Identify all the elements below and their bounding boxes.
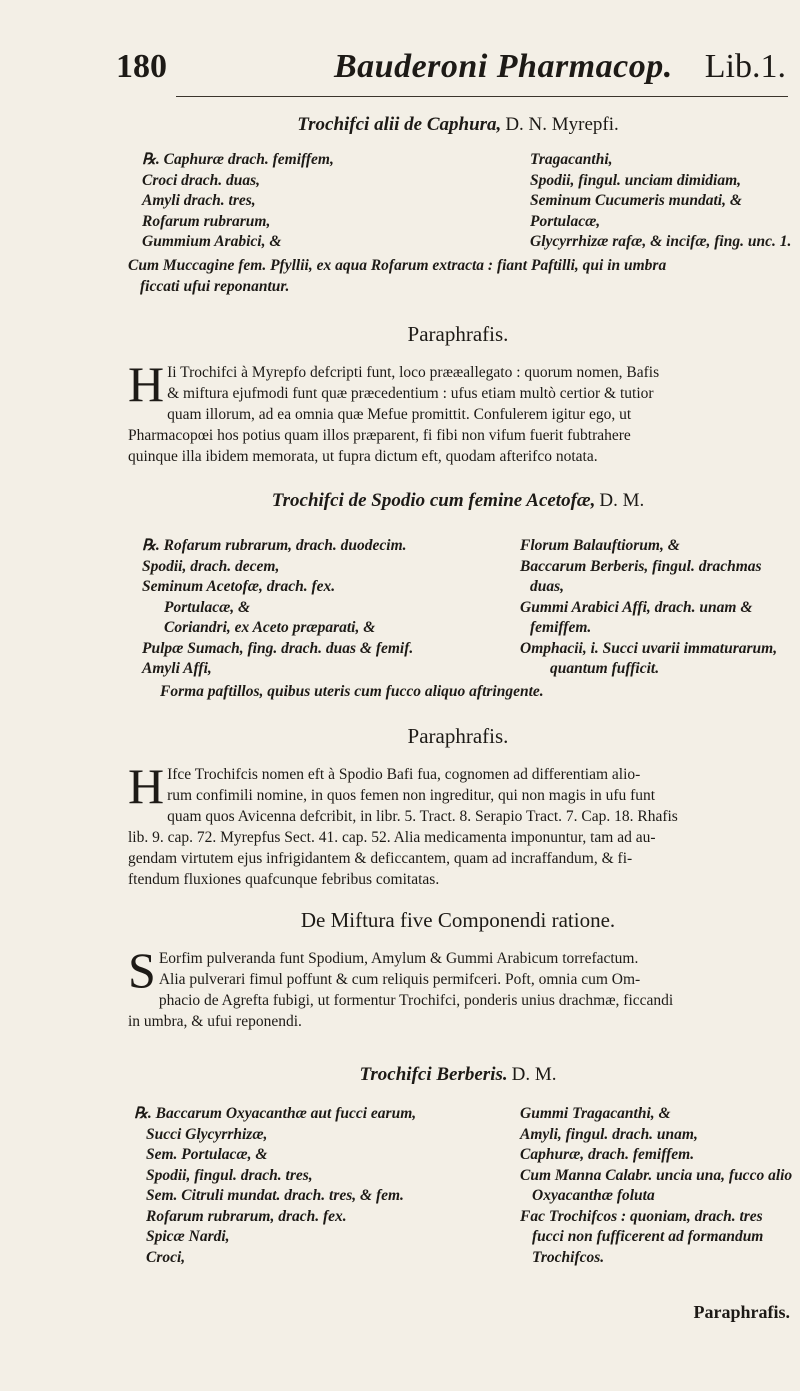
text-line: Pharmacopœi hos potius quam illos præparent, fi fibi non vifum fuerit fubtrahere (128, 427, 631, 444)
recipe-line: Gummi Arabici Affi, drach. unam & (520, 598, 753, 616)
recipe-line: Florum Balauftiorum, & (520, 537, 680, 554)
recipe-line: Rofarum rubrarum, drach. fex. (146, 1207, 347, 1225)
recipe-line: Succi Glycyrrhizæ, (146, 1125, 268, 1143)
text-line: gendam virtutem ejus infrigidantem & deficcantem, quam ad incraffandum, & fi- (128, 850, 633, 867)
text-line: quinque illa ibidem memorata, ut fupra dictum eft, quodam afterifco notata. (128, 448, 598, 465)
text-line: rum confimili nomine, in quos femen non ingreditur, qui non magis in ufu funt (167, 787, 656, 804)
section3-author: D. M. (511, 1064, 557, 1085)
recipe-line: Oxyacanthæ foluta (532, 1187, 655, 1204)
recipe-line: Rofarum rubrarum, (142, 212, 271, 230)
book-label: Lib.1. (704, 48, 786, 85)
section1-heading (128, 114, 788, 136)
section3-title: Trochifci Berberis. (359, 1064, 508, 1085)
recipe-line: fucci non fufficerent ad formandum (532, 1228, 764, 1245)
text-line: lib. 9. cap. 72. Myrepfus Sect. 41. cap. 52. Alia medicamenta imponuntur, tam ad au- (128, 829, 656, 846)
text-line: Alia pulverari fimul poffunt & cum reliquis permifceri. Poft, omnia cum Om- (158, 971, 641, 988)
recipe-line: Croci, (146, 1248, 186, 1266)
section3-recipe (130, 1104, 793, 1272)
text-line: quam quos Avicenna defcribit, in libr. 5. Tract. 8. Serapio Tract. 7. Cap. 18. Rhafis (167, 808, 678, 825)
text-line: ftendum fluxiones quafcunque febribus comitatas. (128, 871, 440, 888)
section1-title: Trochifci alii de Caphura, (297, 114, 502, 135)
recipe-line: Glycyrrhizæ rafæ, & incifæ, fing. unc. 1. (530, 233, 792, 250)
paraphrasis1-title: Paraphrafis. (407, 322, 509, 346)
recipe-line: ℞. Rofarum rubrarum, drach. duodecim. (142, 537, 407, 554)
text-line: Ii Trochifci à Myrepfo defcripti funt, loco prææallegato : quorum nomen, Bafis (167, 364, 660, 381)
recipe-line: Amyli drach. tres, (142, 192, 256, 209)
section2-closing (160, 682, 800, 703)
text-line: quam illorum, ad ea omnia quæ Mefue promittit. Confulerem igitur ego, ut (167, 406, 632, 423)
recipe-line: Amyli Affi, (142, 660, 212, 677)
section1-author: D. N. Myrepfi. (505, 114, 619, 135)
recipe-line: Baccarum Berberis, fingul. drachmas (520, 557, 762, 575)
header-rule (176, 96, 788, 97)
text-line: Ifce Trochifcis nomen eft à Spodio Bafi fua, cognomen ad differentiam alio- (167, 766, 641, 783)
recipe-line: Croci drach. duas, (142, 171, 260, 189)
mixtura-text (128, 942, 790, 1032)
recipe-line: Portulacæ, (530, 212, 601, 230)
recipe-line: Seminum Cucumeris mundati, & (530, 192, 742, 209)
recipe-line: Trochifcos. (532, 1248, 605, 1266)
recipe-line: Spodii, drach. decem, (142, 557, 280, 575)
drop-cap: H (128, 758, 165, 814)
recipe-line: Sem. Citruli mundat. drach. tres, & fem. (146, 1187, 404, 1204)
section2-author: D. M. (599, 490, 645, 511)
recipe-line: Coriandri, ex Aceto præparati, & (164, 619, 376, 636)
recipe-line: Pulpæ Sumach, fing. drach. duas & femif. (142, 639, 414, 657)
section1-closing (128, 256, 788, 297)
section2-title: Trochifci de Spodio cum femine Acetofæ, (271, 490, 596, 511)
paraphrasis2-title: Paraphrafis. (407, 724, 509, 748)
closing-line: ficcati ufui reponantur. (140, 277, 290, 295)
recipe-line: quantum fufficit. (550, 660, 660, 677)
recipe-line: Omphacii, i. Succi uvarii immaturarum, (520, 639, 778, 657)
recipe-line: Portulacæ, & (164, 598, 251, 616)
recipe-line: femiffem. (530, 619, 592, 636)
paraphrasis2-text (128, 758, 790, 890)
drop-cap: S (128, 942, 156, 998)
section2-heading (128, 490, 788, 512)
recipe-line: Tragacanthi, (530, 151, 613, 168)
recipe-line: duas, (530, 578, 565, 595)
section3-heading (128, 1064, 788, 1086)
recipe-line: Fac Trochifcos : quoniam, drach. tres (520, 1207, 763, 1225)
text-line: in umbra, & ufui reponendi. (128, 1013, 302, 1030)
recipe-line: ℞. Caphuræ drach. femiffem, (142, 151, 334, 168)
mixtura-title: De Miftura five Componendi ratione. (300, 908, 616, 932)
paraphrasis1-text (128, 356, 790, 467)
drop-cap: H (128, 356, 165, 412)
recipe-line: Gummium Arabici, & (142, 233, 282, 250)
section1-recipe (130, 150, 790, 254)
text-line: Eorfim pulveranda funt Spodium, Amylum & Gummi Arabicum torrefactum. (158, 950, 639, 967)
recipe-line: Spodii, fingul. unciam dimidiam, (530, 171, 742, 189)
recipe-line: Sem. Portulacæ, & (146, 1146, 268, 1163)
recipe-line: Amyli, fingul. drach. unam, (520, 1125, 698, 1143)
text-line: phacio de Agrefta fubigi, ut formentur Trochifci, ponderis unius drachmæ, ficcandi (158, 992, 674, 1009)
closing-line: Cum Muccagine fem. Pfyllii, ex aqua Rofarum extracta : fiant Paftilli, qui in umbra (128, 257, 667, 274)
recipe-line: Seminum Acetofæ, drach. fex. (142, 578, 336, 595)
running-title: Bauderoni Pharmacop. (334, 48, 673, 85)
recipe-line: Spodii, fingul. drach. tres, (146, 1166, 313, 1184)
closing-line: Forma paftillos, quibus uteris cum fucco aliquo aftringente. (160, 683, 544, 700)
recipe-line: Gummi Tragacanthi, & (520, 1105, 671, 1122)
recipe-line: Cum Manna Calabr. uncia una, fucco alio (520, 1166, 793, 1184)
recipe-line: ℞. Baccarum Oxyacanthæ aut fucci earum, (134, 1105, 417, 1122)
recipe-line: Spicæ Nardi, (146, 1228, 230, 1245)
text-line: & miftura ejufmodi funt quæ præcedentium : ufus etiam multò certior & tutior (167, 385, 654, 402)
section2-recipe (130, 536, 790, 680)
running-head (116, 48, 786, 88)
recipe-line: Caphuræ, drach. femiffem. (520, 1146, 695, 1163)
catchword: Paraphrafis. (693, 1302, 790, 1322)
page-number: 180 (116, 48, 167, 85)
